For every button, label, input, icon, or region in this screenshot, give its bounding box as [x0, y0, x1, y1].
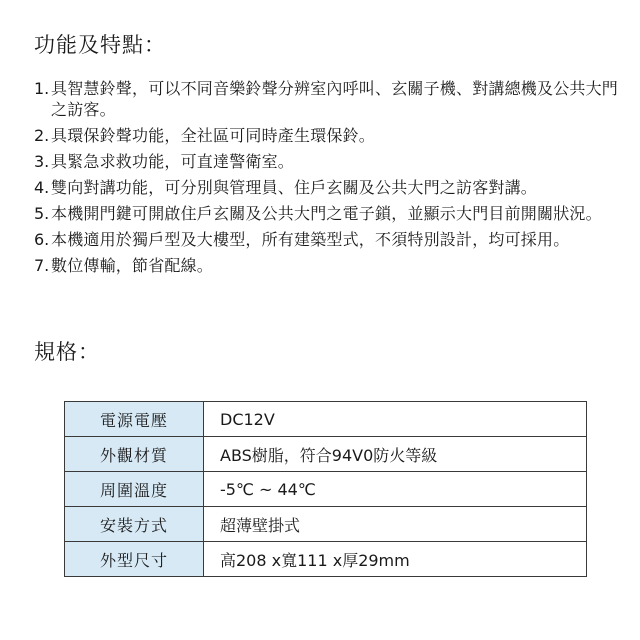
feature-number: 1. [34, 79, 50, 98]
features-heading: 功能及特點： [34, 33, 166, 57]
feature-number: 5. [34, 204, 50, 223]
feature-number: 2. [34, 126, 50, 145]
feature-text: 本機開門鍵可開啟住戶玄關及公共大門之電子鎖，並顯示大門目前開關狀況。 [51, 204, 602, 223]
spec-value: 高208 x寬111 x厚29mm [204, 542, 587, 577]
spec-row [65, 437, 587, 472]
feature-item-2 [34, 125, 624, 146]
feature-number: 6. [34, 230, 50, 249]
feature-item-3 [34, 151, 624, 172]
feature-item-4 [34, 177, 624, 198]
spec-value: ABS樹脂，符合94V0防火等級 [204, 437, 587, 472]
spec-value: 超薄壁掛式 [204, 507, 587, 542]
spec-value: -5℃ ~ 44℃ [204, 472, 587, 507]
spec-value: DC12V [204, 402, 587, 437]
spec-label: 外型尺寸 [65, 542, 204, 577]
spec-row [65, 542, 587, 577]
feature-item-1 [34, 78, 624, 120]
spec-heading: 規格： [34, 340, 100, 364]
feature-text: 具緊急求救功能，可直達警衛室。 [51, 152, 295, 171]
spec-row [65, 472, 587, 507]
feature-list [34, 78, 624, 281]
feature-text: 雙向對講功能，可分別與管理員、住戶玄關及公共大門之訪客對講。 [51, 178, 538, 197]
spec-row [65, 402, 587, 437]
spec-row [65, 507, 587, 542]
feature-item-5 [34, 203, 624, 224]
feature-item-7 [34, 255, 624, 276]
feature-item-6 [34, 229, 624, 250]
spec-table [64, 401, 587, 577]
feature-number: 3. [34, 152, 50, 171]
feature-number: 7. [34, 256, 50, 275]
feature-text: 具智慧鈴聲，可以不同音樂鈴聲分辨室內呼叫、玄關子機、對講總機及公共大門之訪客。 [51, 79, 619, 119]
feature-text: 數位傳輸，節省配線。 [51, 256, 214, 275]
spec-label: 外觀材質 [65, 437, 204, 472]
feature-number: 4. [34, 178, 50, 197]
feature-text: 本機適用於獨戶型及大樓型，所有建築型式，不須特別設計，均可採用。 [51, 230, 570, 249]
spec-label: 周圍溫度 [65, 472, 204, 507]
spec-label: 安裝方式 [65, 507, 204, 542]
spec-label: 電源電壓 [65, 402, 204, 437]
feature-text: 具環保鈴聲功能，全社區可同時產生環保鈴。 [51, 126, 376, 145]
